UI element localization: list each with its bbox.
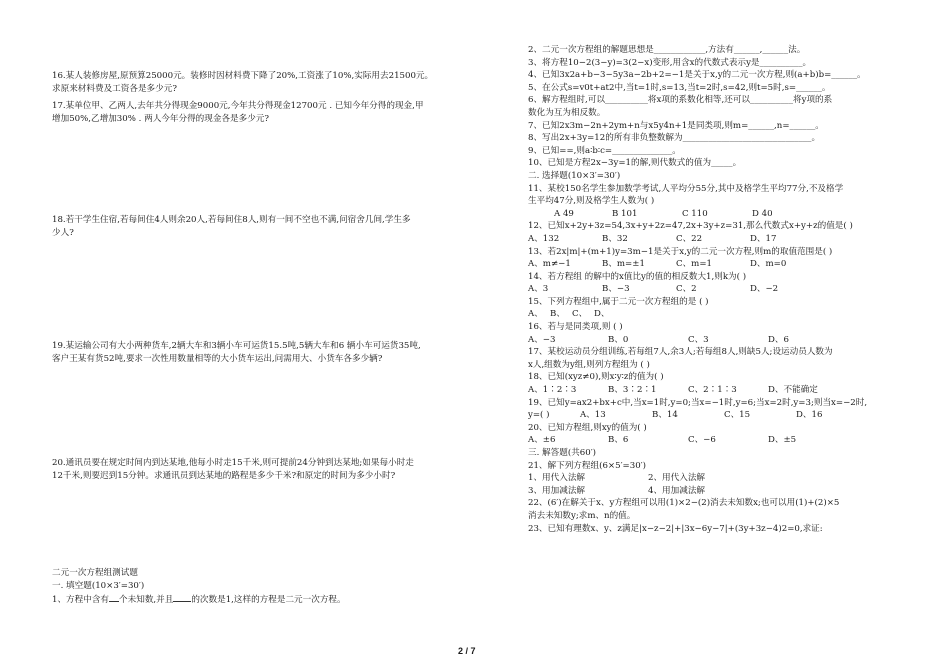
option[interactable]: C、2 [676, 284, 697, 295]
option[interactable]: B、 [550, 309, 565, 320]
option[interactable]: C、 [572, 309, 588, 320]
question-9: 9、已知==,则a∶b∶c=______________。 [528, 145, 681, 156]
option[interactable]: B、14 [652, 410, 678, 421]
option[interactable]: A、m≠−1 [528, 259, 571, 270]
option[interactable]: C 110 [682, 208, 708, 219]
question-18: 18、已知(xyz≠0),则x∶y∶z的值为( ) [528, 372, 664, 383]
test-section [52, 567, 346, 607]
question-8: 8、写出2x+3y=12的所有非负整数解为______________________________。 [528, 133, 821, 144]
option[interactable]: A、132 [528, 233, 560, 244]
question-4: 4、已知3x2a+b−3−5y3a−2b+2=−1是关于x,y的二元一次方程,则(a+b)b=______。 [528, 70, 866, 81]
option[interactable]: B、32 [602, 233, 628, 244]
option[interactable]: C、−6 [688, 435, 716, 446]
subquestion-row [528, 485, 928, 498]
question-11-line: 生平均47分,则及格学生人数为( ) [528, 196, 655, 207]
options-row [528, 283, 928, 296]
option[interactable]: A、 [528, 309, 543, 320]
question-7: 7、已知2x3m−2n+2ym+n与x5y4n+1是同类项,则m=______,n=______。 [528, 120, 824, 131]
question-1 [52, 592, 346, 607]
subquestion: 1、用代入法解 [528, 473, 586, 484]
question-text-line: 少人? [52, 227, 74, 238]
subquestion: 4、用加减法解 [648, 485, 706, 496]
option[interactable]: B 101 [612, 208, 638, 219]
option[interactable]: D、 [594, 309, 610, 320]
question-12: 12、已知x+2y+3z=54,3x+y+2z=47,2x+3y+z=31,那么代数式x+y+z的值是( ) [528, 221, 853, 232]
option[interactable]: C、3 [688, 334, 709, 345]
option[interactable]: B、−3 [602, 284, 630, 295]
answer-blank[interactable] [173, 592, 191, 602]
question-text-line: 19.某运输公司有大小两种货车,2辆大车和3辆小车可运货15.5吨,5辆大车和6 辆小车可运货35吨, [52, 341, 421, 351]
question-3: 3、将方程10−2(3−y)=3(2−x)变形,用含x的代数式表示y是__________。 [528, 57, 812, 68]
section-heading: 二. 选择题(10×3′=30′) [528, 170, 621, 181]
question-13: 13、若2x|m|+(m+1)y=3m−1是关于x,y的二元一次方程,则m的取值范围是( ) [528, 246, 833, 257]
question-22-line: 消去未知数y;求m、n的值。 [528, 510, 636, 521]
option[interactable]: A、−3 [528, 334, 556, 345]
question-15: 15、下列方程组中,属于二元一次方程组的是 ( ) [528, 296, 709, 307]
option[interactable]: D、6 [768, 334, 789, 345]
question-20-word-problem [52, 457, 414, 482]
question-19: 19、已知y=ax2+bx+c中,当x=1时,y=0;当x=−1时,y=6;当x=2时,y=3;则当x=−2时, [528, 397, 868, 408]
section-heading: 三. 解答题(共60′) [528, 448, 597, 458]
question-5: 5、在公式s=v0t+at2中,当t=1时,s=13,当t=2时,s=42,则t=5时,s=______。 [528, 82, 831, 93]
question-17-word-problem [52, 100, 423, 125]
question-6-line: 6、解方程组时,可以__________将x项的系数化相等,还可以__________将y项的系 [528, 95, 833, 106]
option[interactable]: A、13 [580, 410, 606, 421]
option[interactable]: B、6 [608, 435, 629, 446]
question-text-line: 18.若干学生住宿,若每间住4人则余20人,若每间住8人,则有一间不空也不满,问宿舍几间,学生多 [52, 215, 411, 225]
subquestion: 3、用加减法解 [528, 485, 586, 496]
option[interactable]: A、1∶2∶3 [528, 385, 577, 396]
question-21: 21、解下列方程组(6×5′=30′) [528, 460, 646, 471]
option[interactable]: D、16 [796, 410, 823, 421]
question-text-line: 增加50%,乙增加30% . 两人今年分得的现金各是多少元? [52, 113, 270, 124]
options-row [528, 233, 928, 246]
question-text: 的次数是1,这样的方程是二元一次方程。 [191, 595, 346, 606]
answer-blank[interactable] [109, 592, 119, 602]
question-22-line: 22、(6′)在解关于x、y方程组可以用(1)×2−(2)消去未知数x;也可以用(1)+(2)×5 [528, 498, 840, 509]
subquestion: 2、用代入法解 [648, 473, 706, 484]
subquestion-row [528, 472, 928, 485]
option-prefix: y=( ) [528, 410, 550, 421]
question-10: 10、已知是方程2x−3y=1的解,则代数式的值为_____。 [528, 158, 742, 169]
question-23: 23、已知有理数x、y、z满足|x−z−2|+|3x−6y−7|+(3y+3z−4)2=0,求证: [528, 523, 823, 534]
question-17-line: x人,组数为y组,则列方程组为 ( ) [528, 359, 650, 370]
right-column [528, 44, 928, 535]
options-row [528, 409, 928, 422]
question-19-word-problem [52, 340, 421, 365]
options-row [528, 334, 928, 347]
question-text-line: 17.某单位甲、乙两人,去年共分得现金9000元,今年共分得现金12700元 . 已知今年分得的现金,甲 [52, 101, 424, 111]
question-text-line: 12千米,则要迟到15分钟。求通讯员到达某地的路程是多少千米?和原定的时间为多少小时? [52, 470, 396, 481]
question-16-word-problem [52, 70, 433, 95]
option[interactable]: C、15 [724, 410, 751, 421]
options-row [528, 208, 928, 221]
option[interactable]: D、±5 [768, 435, 797, 446]
page-number: 2 / 7 [458, 646, 476, 656]
question-2: 2、二元一次方程组的解题思想是____________,方法有______,______法。 [528, 45, 806, 55]
question-text: 个未知数,并且 [119, 595, 174, 606]
question-text: 1、方程中含有 [52, 595, 110, 606]
option[interactable]: D、m=0 [750, 259, 787, 270]
question-6-line: 数化为互为相反数。 [528, 107, 606, 118]
option[interactable]: B、3∶2∶1 [608, 385, 657, 396]
question-text-line: 求原来材料费及工资各是多少元? [52, 83, 177, 94]
question-14: 14、若方程组 的解中的x值比y的值的相反数大1,则k为( ) [528, 271, 747, 282]
option[interactable]: C、2∶1∶3 [688, 385, 737, 396]
section-heading: 一. 填空题(10×3′=30′) [52, 580, 145, 591]
question-text-line: 20.通讯员要在规定时间内到达某地,他每小时走15千米,则可提前24分钟到达某地;如果每小时走 [52, 458, 414, 468]
question-text-line: 客户王某有货52吨,要求一次性用数量相等的大小货车运出,问需用大、小货车各多少辆? [52, 353, 383, 364]
test-title: 二元一次方程组测试题 [52, 568, 138, 578]
options-row [528, 308, 928, 321]
option[interactable]: B、m=±1 [602, 259, 645, 270]
question-20: 20、已知方程组,则xy的值为( ) [528, 422, 647, 433]
question-text-line: 16.某人装修房屋,原预算25000元。装修时因材料费下降了20%,工资涨了10%,实际用去21500元。 [52, 71, 434, 81]
option[interactable]: D 40 [752, 208, 773, 219]
option[interactable]: B、0 [608, 334, 629, 345]
option[interactable]: C、22 [676, 233, 703, 244]
option[interactable]: A 49 [554, 208, 574, 219]
options-row [528, 258, 928, 271]
question-17-line: 17、某校运动员分组训练,若每组7人,余3人;若每组8人,则缺5人;设运动员人数为 [528, 347, 833, 358]
question-16: 16、若与是同类项,则 ( ) [528, 322, 623, 333]
options-row [528, 384, 928, 397]
option[interactable]: D、−2 [750, 284, 779, 295]
option[interactable]: D、不能确定 [768, 385, 818, 396]
option[interactable]: A、3 [528, 284, 549, 295]
options-row [528, 434, 928, 447]
question-11-line: 11、某校150名学生参加数学考试,人平均分55分,其中及格学生平均77分,不及格学 [528, 183, 844, 194]
option[interactable]: D、17 [750, 233, 777, 244]
question-18-word-problem [52, 214, 411, 239]
option[interactable]: C、m=1 [676, 259, 712, 270]
option[interactable]: A、±6 [528, 435, 556, 446]
